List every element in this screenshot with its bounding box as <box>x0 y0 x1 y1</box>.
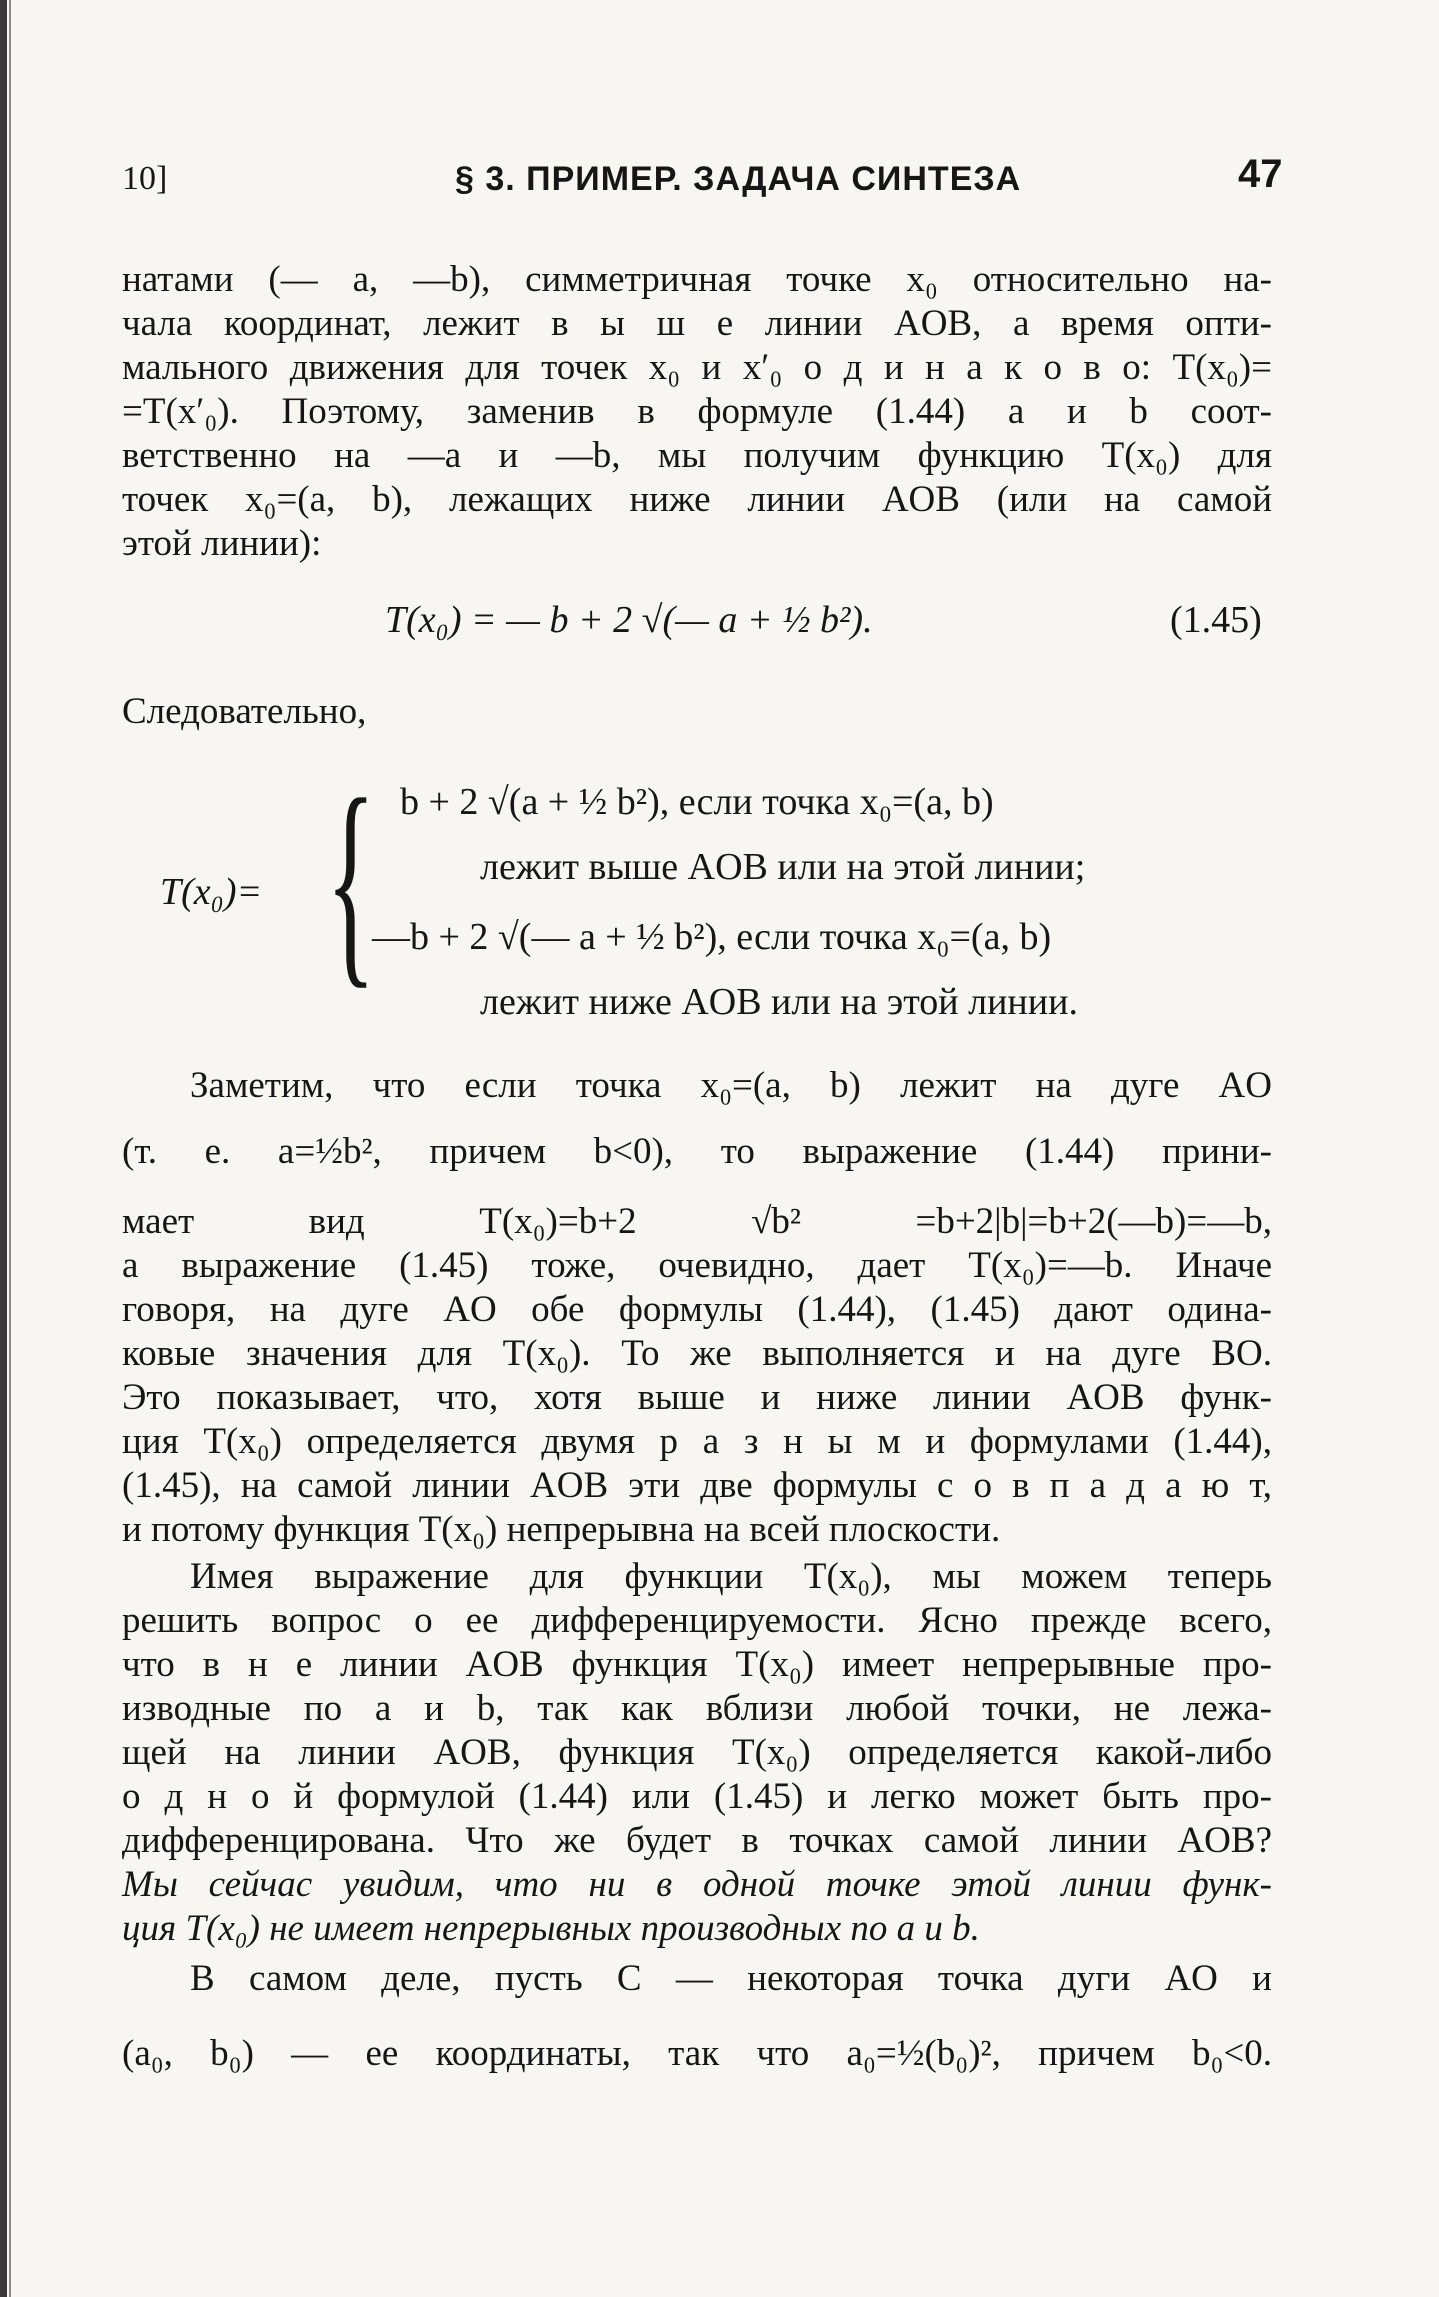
left-brace: { <box>326 752 376 1007</box>
text-line: ция T(x₀) не имеет непрерывных производных по a и b. <box>122 1908 980 1949</box>
text-line: точек x₀=(a, b), лежащих ниже линии AOB (или на самой <box>122 479 1272 520</box>
text-line: решить вопрос о ее дифференцируемости. Ясно прежде всего, <box>122 1600 1272 1641</box>
piecewise-case-1-condition: лежит выше AOB или на этой линии; <box>480 846 1086 888</box>
text-line: =T(x′₀). Поэтому, заменив в формуле (1.44) a и b соот- <box>122 391 1272 432</box>
header-paragraph-number: 10] <box>122 160 168 197</box>
text-line: о д н о й формулой (1.44) или (1.45) и легко может быть про- <box>122 1776 1272 1817</box>
text-line: (1.45), на самой линии AOB эти две формулы с о в п а д а ю т, <box>122 1465 1272 1506</box>
text-line: а выражение (1.45) тоже, очевидно, дает T(x₀)=—b. Иначе <box>122 1245 1272 1286</box>
text-line: Заметим, что если точка x₀=(a, b) лежит на дуге AO <box>190 1065 1272 1106</box>
book-spine-shadow <box>0 0 7 2297</box>
text-line: изводные по a и b, так как вблизи любой точки, не лежа- <box>122 1688 1272 1729</box>
text-line: Мы сейчас увидим, что ни в одной точке этой линии функ- <box>122 1864 1272 1905</box>
text-line: щей на линии AOB, функция T(x₀) определяется какой-либо <box>122 1732 1272 1773</box>
text-line: Имея выражение для функции T(x₀), мы можем теперь <box>190 1556 1272 1597</box>
text-line: (т. е. a=½b², причем b<0), то выражение (1.44) прини- <box>122 1131 1272 1172</box>
text-line: говоря, на дуге AO обе формулы (1.44), (1.45) дают одина- <box>122 1289 1272 1330</box>
header-section-title: § 3. ПРИМЕР. ЗАДАЧА СИНТЕЗА <box>455 160 1022 198</box>
piecewise-case-1: b + 2 √(a + ½ b²), если точка x₀=(a, b) <box>400 781 994 823</box>
text-line: этой линии): <box>122 523 322 564</box>
text-line: ветственно на —a и —b, мы получим функцию T(x₀) для <box>122 435 1272 476</box>
text-line: дифференцирована. Что же будет в точках самой линии AOB? <box>122 1820 1272 1861</box>
text-line: (a₀, b₀) — ее координаты, так что a₀=½(b₀)², причем b₀<0. <box>122 2033 1272 2074</box>
text-line: натами (— a, —b), симметричная точке x₀ относительно на- <box>122 259 1272 300</box>
text-line: ковые значения для T(x₀). То же выполняется и на дуге BO. <box>122 1333 1272 1374</box>
text-line-therefore: Следовательно, <box>122 691 367 732</box>
text-line: что в н е линии AOB функция T(x₀) имеет непрерывные про- <box>122 1644 1272 1685</box>
piecewise-case-2: —b + 2 √(— a + ½ b²), если точка x₀=(a, b) <box>372 916 1052 958</box>
book-spine-edge <box>9 0 11 2297</box>
text-line: чала координат, лежит в ы ш е линии AOB, а время опти- <box>122 303 1272 344</box>
piecewise-lhs: T(x₀)= <box>160 871 263 913</box>
header-page-number: 47 <box>1238 152 1283 196</box>
text-line: и потому функция T(x₀) непрерывна на всей плоскости. <box>122 1509 1001 1550</box>
text-line: мального движения для точек x₀ и x′₀ о д и н а к о в о: T(x₀)= <box>122 347 1272 388</box>
piecewise-case-2-condition: лежит ниже AOB или на этой линии. <box>480 981 1078 1023</box>
formula-1-45: T(x₀) = — b + 2 √(— a + ½ b²). <box>385 599 873 641</box>
text-line: В самом деле, пусть C — некоторая точка дуги AO и <box>190 1958 1272 1999</box>
text-line: Это показывает, что, хотя выше и ниже линии AOB функ- <box>122 1377 1272 1418</box>
text-line: мает вид T(x₀)=b+2 √b² =b+2|b|=b+2(—b)=—b, <box>122 1201 1272 1242</box>
text-line: ция T(x₀) определяется двумя р а з н ы м и формулами (1.44), <box>122 1421 1272 1462</box>
equation-number: (1.45) <box>1170 599 1262 641</box>
